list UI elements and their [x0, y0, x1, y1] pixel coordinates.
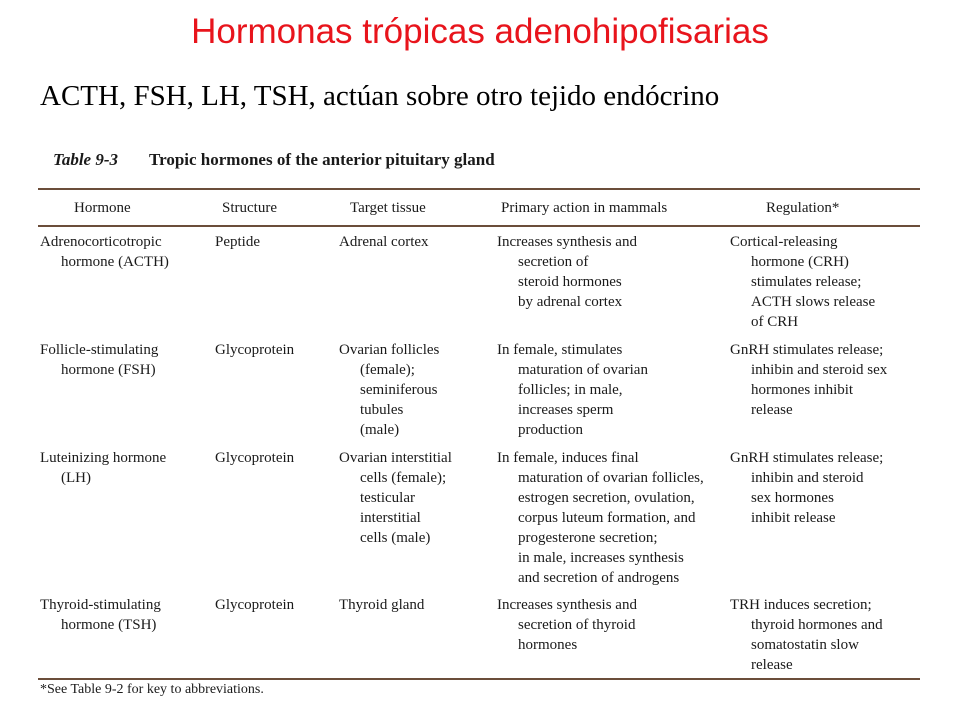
header-target-tissue: Target tissue [350, 200, 426, 216]
cell-line: Thyroid gland [339, 597, 425, 613]
table-header-rule [38, 225, 920, 227]
cell-structure [215, 340, 294, 360]
cell-line: secretion of thyroid [518, 617, 636, 633]
cell-line: ACTH slows release [751, 294, 876, 310]
cell-line: Glycoprotein [215, 450, 295, 466]
cell-primary-action [497, 232, 637, 312]
cell-structure [215, 448, 294, 468]
cell-line: GnRH stimulates release; [730, 342, 884, 358]
cell-line: Ovarian follicles [339, 342, 440, 358]
cell-line: Increases synthesis and [497, 234, 637, 250]
table-bottom-rule [38, 678, 920, 680]
table-caption-text: Tropic hormones of the anterior pituitary gland [149, 150, 495, 169]
cell-target-tissue [339, 448, 452, 548]
cell-line: estrogen secretion, ovulation, [518, 490, 695, 506]
header-structure: Structure [222, 200, 277, 216]
cell-primary-action [497, 448, 704, 588]
cell-regulation [730, 340, 887, 420]
cell-regulation [730, 232, 875, 332]
slide-title: Hormonas trópicas adenohipofisarias [191, 12, 769, 51]
table-footnote: *See Table 9-2 for key to abbreviations. [40, 682, 264, 697]
table-top-rule [38, 188, 920, 190]
cell-primary-action [497, 340, 648, 440]
cell-line: corpus luteum formation, and [518, 510, 696, 526]
cell-line: Thyroid-stimulating [40, 597, 161, 613]
cell-line: (LH) [61, 470, 91, 486]
cell-line: cells (female); [360, 470, 447, 486]
cell-line: (male) [360, 422, 400, 438]
cell-target-tissue [339, 595, 424, 615]
cell-line: sex hormones [751, 490, 834, 506]
cell-line: inhibin and steroid sex [751, 362, 888, 378]
cell-line: Glycoprotein [215, 597, 295, 613]
cell-regulation [730, 448, 883, 528]
table-number: Table 9-3 [53, 150, 119, 169]
cell-line: Luteinizing hormone [40, 450, 167, 466]
cell-line: of CRH [751, 314, 799, 330]
cell-line: inhibit release [751, 510, 836, 526]
cell-line: Increases synthesis and [497, 597, 637, 613]
cell-line: increases sperm [518, 402, 614, 418]
cell-line: tubules [360, 402, 404, 418]
cell-line: In female, stimulates [497, 342, 623, 358]
cell-hormone [40, 448, 166, 488]
cell-line: hormone (CRH) [751, 254, 849, 270]
cell-line: steroid hormones [518, 274, 622, 290]
cell-regulation [730, 595, 883, 675]
cell-line: hormone (ACTH) [61, 254, 169, 270]
cell-line: Cortical-releasing [730, 234, 838, 250]
cell-primary-action [497, 595, 637, 655]
cell-hormone [40, 232, 169, 272]
header-hormone: Hormone [74, 200, 131, 216]
cell-line: in male, increases synthesis [518, 550, 684, 566]
cell-line: thyroid hormones and [751, 617, 883, 633]
cell-line: somatostatin slow [751, 637, 859, 653]
cell-hormone [40, 595, 161, 635]
cell-target-tissue [339, 232, 429, 252]
cell-line: maturation of ovarian follicles, [518, 470, 704, 486]
cell-line: Adrenal cortex [339, 234, 429, 250]
cell-line: hormones inhibit [751, 382, 854, 398]
cell-line: and secretion of androgens [518, 570, 680, 586]
slide-subtitle: ACTH, FSH, LH, TSH, actúan sobre otro tejido endócrino [40, 80, 720, 112]
cell-line: hormones [518, 637, 578, 653]
cell-line: interstitial [360, 510, 421, 526]
cell-line: maturation of ovarian [518, 362, 648, 378]
cell-line: release [751, 657, 793, 673]
cell-line: GnRH stimulates release; [730, 450, 884, 466]
cell-line: stimulates release; [751, 274, 862, 290]
cell-line: by adrenal cortex [518, 294, 623, 310]
cell-line: seminiferous [360, 382, 438, 398]
cell-line: Ovarian interstitial [339, 450, 452, 466]
cell-line: inhibin and steroid [751, 470, 864, 486]
table-caption [53, 150, 495, 170]
cell-line: cells (male) [360, 530, 431, 546]
cell-structure [215, 595, 294, 615]
cell-line: TRH induces secretion; [730, 597, 872, 613]
cell-line: hormone (FSH) [61, 362, 156, 378]
cell-line: follicles; in male, [518, 382, 623, 398]
cell-line: Peptide [215, 234, 260, 250]
cell-target-tissue [339, 340, 439, 440]
cell-line: release [751, 402, 793, 418]
cell-line: secretion of [518, 254, 589, 270]
header-primary-action: Primary action in mammals [501, 200, 668, 216]
cell-line: Adrenocorticotropic [40, 234, 162, 250]
cell-line: Follicle-stimulating [40, 342, 159, 358]
cell-line: progesterone secretion; [518, 530, 658, 546]
cell-structure [215, 232, 260, 252]
cell-line: testicular [360, 490, 415, 506]
cell-hormone [40, 340, 158, 380]
header-regulation: Regulation* [766, 200, 840, 216]
cell-line: hormone (TSH) [61, 617, 157, 633]
cell-line: production [518, 422, 583, 438]
cell-line: Glycoprotein [215, 342, 295, 358]
cell-line: (female); [360, 362, 415, 378]
cell-line: In female, induces final [497, 450, 639, 466]
